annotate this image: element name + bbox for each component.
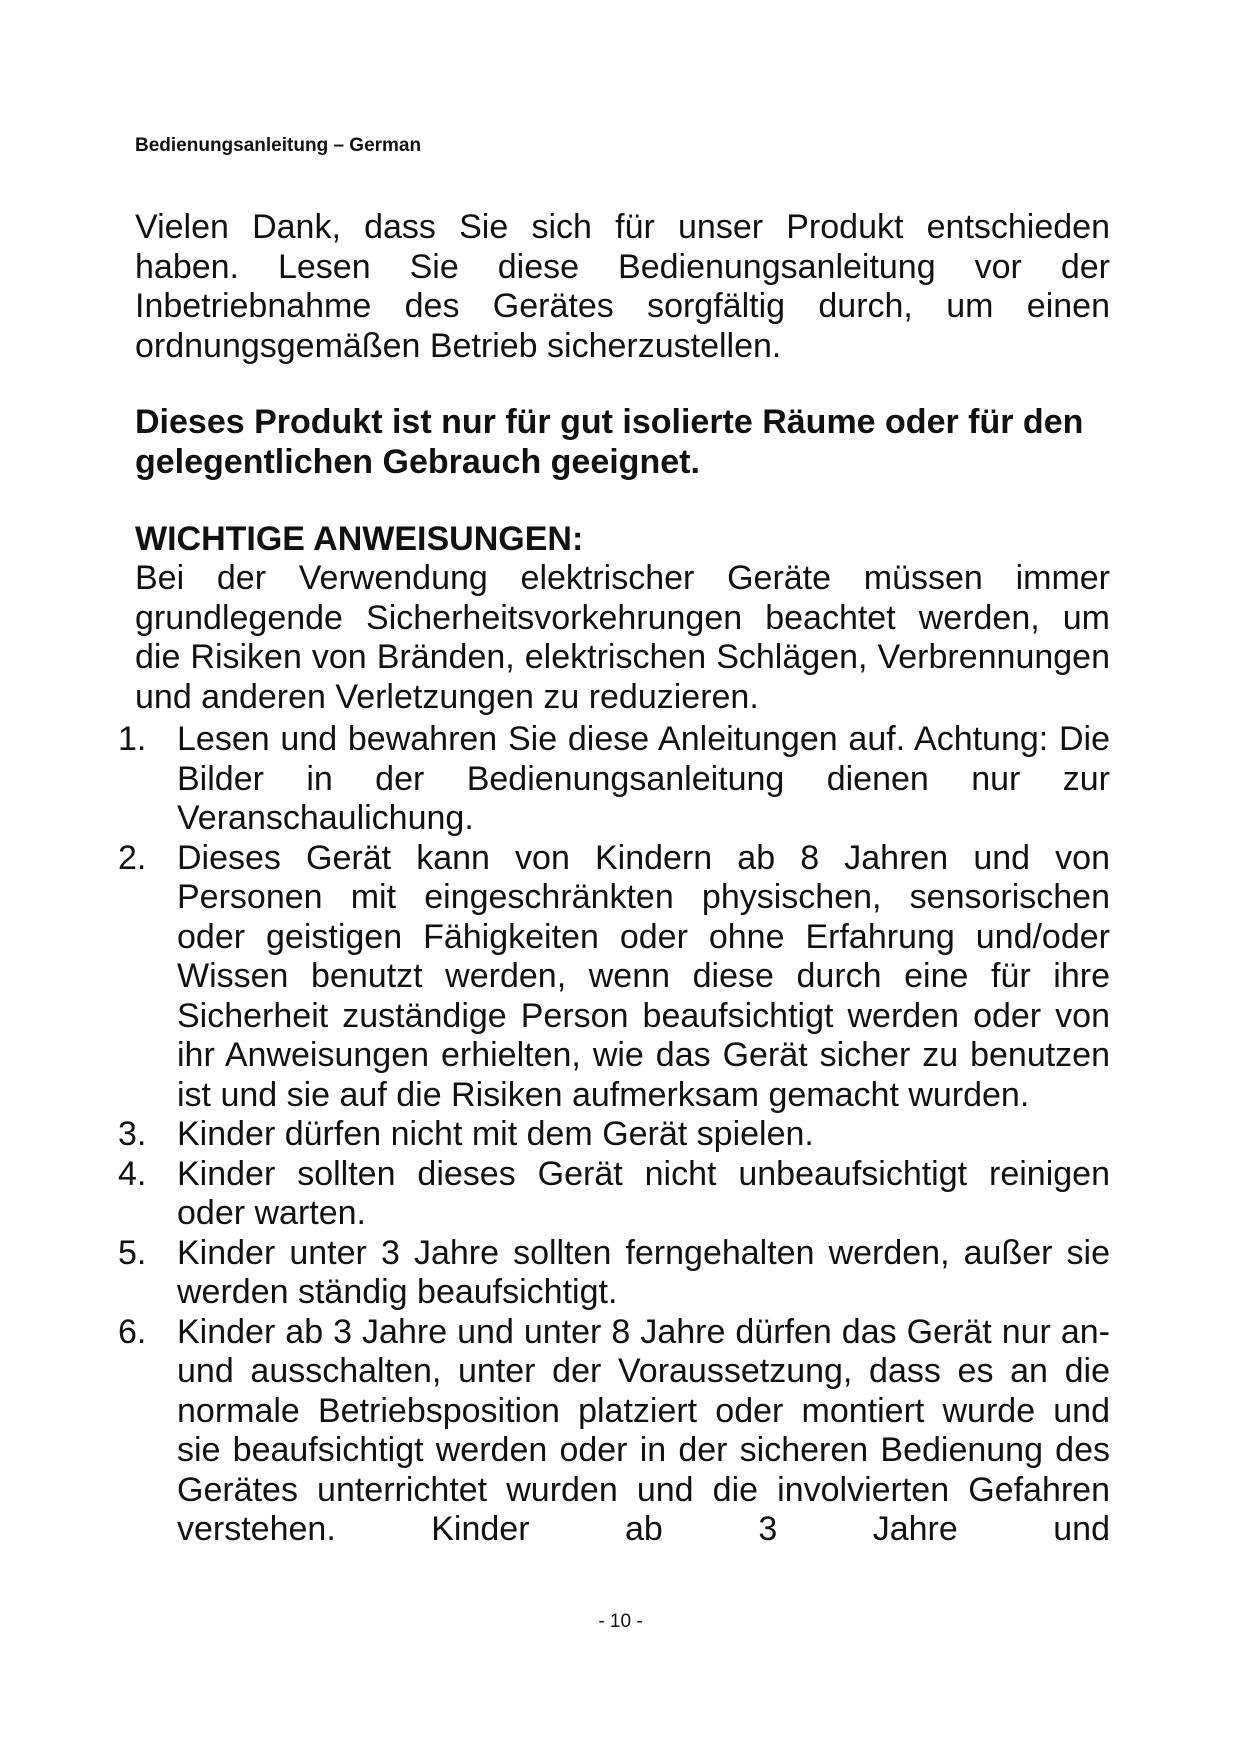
page-number: - 10 - <box>598 1611 643 1632</box>
list-number: 2. <box>118 838 147 877</box>
list-item-text: Dieses Gerät kann von Kindern ab 8 Jahren und von Personen mit eingeschränkten physischen, sensorischen oder geistigen Fähigkeiten oder ohne Erfahrung und/oder Wissen benutzt werden, wenn diese durch eine für ihre Sicherheit zuständige Person beaufsichtigt werden oder von ihr Anweisungen erhielten, wie das Gerät sicher zu benutzen ist und sie auf die Risiken aufmerksam gemacht wurden. <box>177 838 1110 1114</box>
list-item-text: Kinder unter 3 Jahre sollten ferngehalten werden, außer sie werden ständig beaufsichtigt. <box>177 1233 1110 1311</box>
instructions-list <box>0 720 1110 1550</box>
list-item-text: Lesen und bewahren Sie diese Anleitungen auf. Achtung: Die Bilder in der Bedienungsanleitung dienen nur zur Veranschaulichung. <box>177 720 1110 837</box>
list-item <box>0 839 1110 1116</box>
list-number: 6. <box>118 1312 147 1351</box>
list-number: 5. <box>118 1233 147 1272</box>
document-header: Bedienungsanleitung – German <box>135 135 422 156</box>
list-item <box>0 1155 1110 1234</box>
list-item <box>0 1115 1110 1155</box>
intro-paragraph: Vielen Dank, dass Sie sich für unser Produkt entschieden haben. Lesen Sie diese Bedienungsanleitung vor der Inbetriebnahme des Gerätes sorgfältig durch, um einen ordnungsgemäßen Betrieb sicherzustellen. <box>135 208 1110 365</box>
list-item-text: Kinder sollten dieses Gerät nicht unbeaufsichtigt reinigen oder warten. <box>177 1154 1110 1232</box>
list-item <box>0 720 1110 839</box>
notice-paragraph: Dieses Produkt ist nur für gut isolierte Räume oder für den gelegentlichen Gebrauch geeignet. <box>135 403 1084 481</box>
important-heading: WICHTIGE ANWEISUNGEN: <box>135 520 584 558</box>
list-number: 4. <box>118 1154 147 1193</box>
list-number: 3. <box>118 1115 147 1153</box>
list-item-text: Kinder dürfen nicht mit dem Gerät spielen. <box>177 1115 814 1153</box>
list-item-text: Kinder ab 3 Jahre und unter 8 Jahre dürfen das Gerät nur an- und ausschalten, unter der Voraussetzung, dass es an die normale Betriebsposition platziert oder montiert wurde und sie beaufsichtigt werden oder in der sicheren Bedienung des Gerätes unterrichtet wurden und die involvierten Gefahren verstehen. Kinder ab 3 Jahre und <box>177 1312 1110 1548</box>
list-item <box>0 1313 1110 1550</box>
list-number: 1. <box>118 720 147 758</box>
list-item <box>0 1234 1110 1313</box>
important-paragraph: Bei der Verwendung elektrischer Geräte müssen immer grundlegende Sicherheitsvorkehrungen beachtet werden, um die Risiken von Bränden, elektrischen Schlägen, Verbrennungen und anderen Verletzungen zu reduzieren. <box>135 559 1110 716</box>
